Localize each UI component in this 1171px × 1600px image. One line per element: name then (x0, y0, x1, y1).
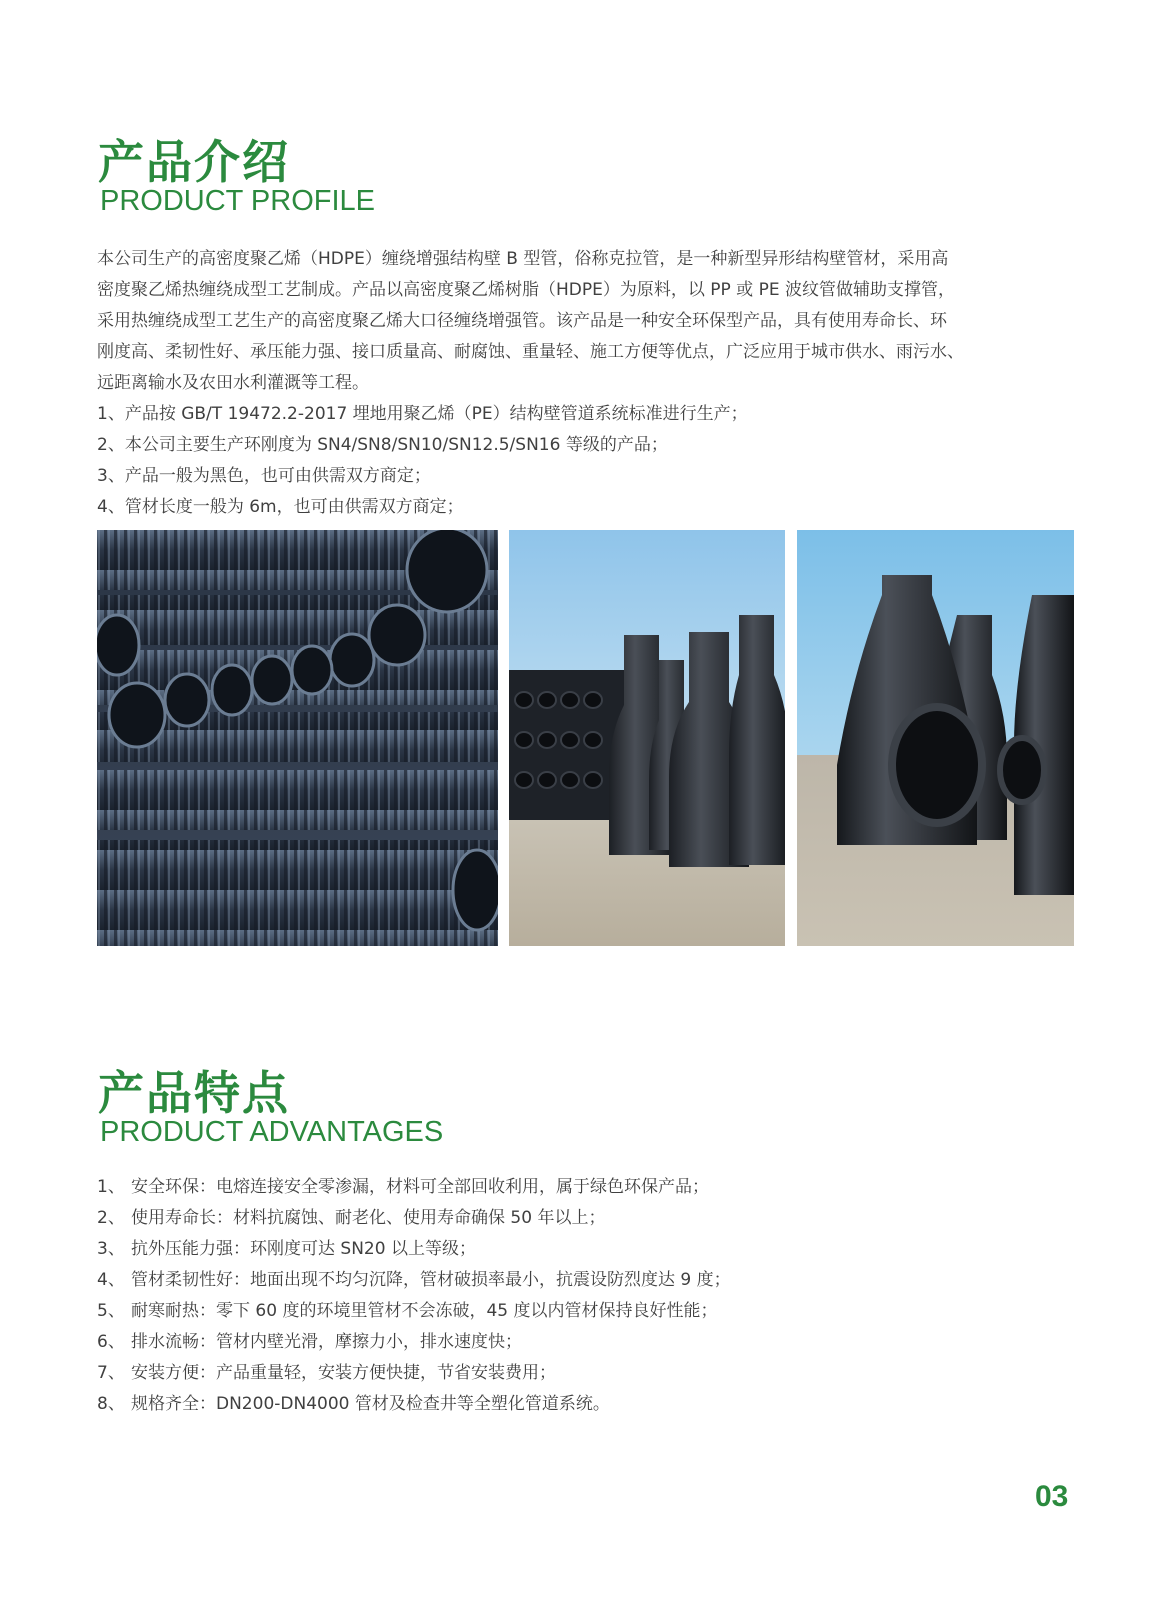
advantages-title-en: PRODUCT ADVANTAGES (100, 1116, 444, 1148)
photo-inspection-wells-ground (797, 530, 1074, 946)
advantages-list (97, 1172, 731, 1420)
item-number: 8、 (97, 1394, 125, 1414)
profile-paragraph (97, 244, 1082, 523)
item-number: 1、 (97, 1177, 125, 1197)
item-number: 5、 (97, 1301, 125, 1321)
profile-title-en: PRODUCT PROFILE (100, 185, 376, 217)
advantages-title-cn: 产品特点 (98, 1066, 290, 1120)
profile-title-cn: 产品介绍 (98, 135, 290, 189)
profile-point: 3、产品一般为黑色，也可由供需双方商定； (97, 466, 431, 486)
list-item (97, 1172, 731, 1203)
item-text: 耐寒耐热：零下 60 度的环境里管材不会冻破，45 度以内管材保持良好性能； (131, 1301, 718, 1321)
profile-point: 4、管材长度一般为 6m，也可由供需双方商定； (97, 497, 464, 517)
photo-inspection-wells-sky (509, 530, 785, 946)
item-number: 6、 (97, 1332, 125, 1352)
list-item (97, 1234, 731, 1265)
list-item (97, 1327, 731, 1358)
page-number: 03 (1035, 1480, 1069, 1513)
list-item (97, 1358, 731, 1389)
item-text: 抗外压能力强：环刚度可达 SN20 以上等级； (131, 1239, 476, 1259)
item-text: 安全环保：电熔连接安全零渗漏，材料可全部回收利用，属于绿色环保产品； (131, 1177, 709, 1197)
photo-stacked-pipes (97, 530, 498, 946)
item-number: 3、 (97, 1239, 125, 1259)
paragraph-line: 密度聚乙烯热缠绕成型工艺制成。产品以高密度聚乙烯树脂（HDPE）为原料，以 PP 或 PE 波纹管做辅助支撑管， (97, 280, 955, 300)
item-number: 4、 (97, 1270, 125, 1290)
item-text: 规格齐全：DN200-DN4000 管材及检查井等全塑化管道系统。 (131, 1394, 610, 1414)
paragraph-line: 刚度高、柔韧性好、承压能力强、接口质量高、耐腐蚀、重量轻、施工方便等优点，广泛应用于城市供水、雨污水、 (97, 342, 964, 362)
list-item (97, 1265, 731, 1296)
list-item (97, 1296, 731, 1327)
list-item (97, 1389, 731, 1420)
item-text: 使用寿命长：材料抗腐蚀、耐老化、使用寿命确保 50 年以上； (131, 1208, 606, 1228)
paragraph-line: 采用热缠绕成型工艺生产的高密度聚乙烯大口径缠绕增强管。该产品是一种安全环保型产品，具有使用寿命长、环 (97, 311, 947, 331)
profile-point: 2、本公司主要生产环刚度为 SN4/SN8/SN10/SN12.5/SN16 等级的产品； (97, 435, 668, 455)
item-number: 2、 (97, 1208, 125, 1228)
list-item (97, 1203, 731, 1234)
item-text: 排水流畅：管材内壁光滑，摩擦力小，排水速度快； (131, 1332, 522, 1352)
item-number: 7、 (97, 1363, 125, 1383)
profile-point: 1、产品按 GB/T 19472.2-2017 埋地用聚乙烯（PE）结构壁管道系统标准进行生产； (97, 404, 748, 424)
paragraph-line: 本公司生产的高密度聚乙烯（HDPE）缠绕增强结构壁 B 型管，俗称克拉管，是一种新型异形结构壁管材，采用高 (97, 249, 949, 269)
paragraph-line: 远距离输水及农田水利灌溉等工程。 (97, 373, 369, 393)
item-text: 管材柔韧性好：地面出现不均匀沉降，管材破损率最小，抗震设防烈度达 9 度； (131, 1270, 731, 1290)
item-text: 安装方便：产品重量轻，安装方便快捷，节省安装费用； (131, 1363, 556, 1383)
